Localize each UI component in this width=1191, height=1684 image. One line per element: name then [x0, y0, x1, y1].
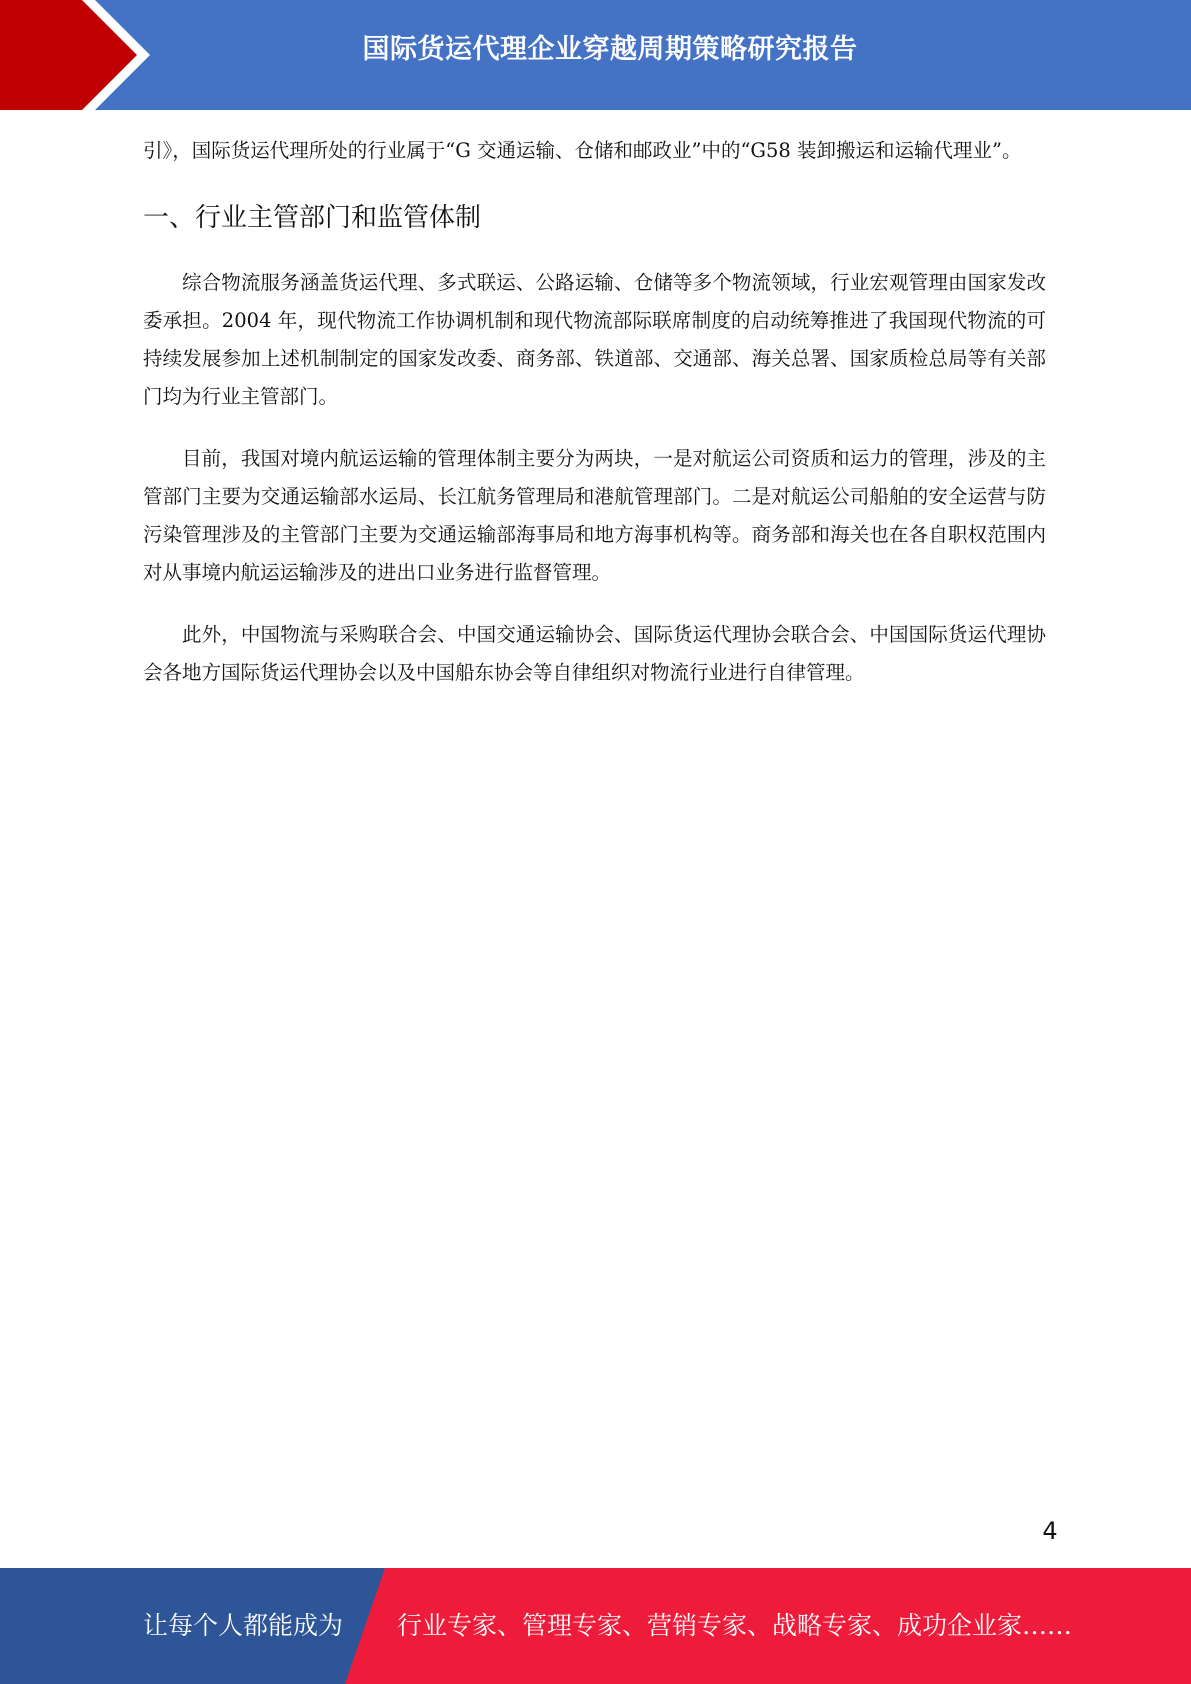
footer-slogan-left: 让每个人都能成为 — [143, 1611, 344, 1640]
report-title: 国际货运代理企业穿越周期策略研究报告 — [362, 34, 858, 65]
continued-paragraph: 引》，国际货运代理所处的行业属于“G 交通运输、仓储和邮政业”中的“G58 装卸搬运和运输代理业”。 — [143, 139, 1022, 162]
body-paragraph-1: 综合物流服务涵盖货运代理、多式联运、公路运输、仓储等多个物流领域，行业宏观管理由国家发改委承担。2004 年，现代物流工作协调机制和现代物流部际联席制度的启动统筹推进了我国现代物流的可持续发展参加上述机制制定的国家发改委、商务部、铁道部、交通部、海关总署、国家质检总局等有关部门均为行业主管部门。 — [143, 271, 1046, 408]
page-footer-band — [0, 1568, 1191, 1684]
page-header-band — [0, 0, 1191, 110]
page-number: 4 — [1042, 1517, 1058, 1545]
footer-slogan-right: 行业专家、管理专家、营销专家、战略专家、成功企业家…… — [397, 1611, 1073, 1640]
section-heading: 一、行业主管部门和监管体制 — [143, 203, 482, 233]
body-paragraph-3: 此外，中国物流与采购联合会、中国交通运输协会、国际货运代理协会联合会、中国国际货运代理协会各地方国际货运代理协会以及中国船东协会等自律组织对物流行业进行自律管理。 — [143, 623, 1046, 684]
page-body — [143, 132, 1046, 692]
body-paragraph-2: 目前，我国对境内航运运输的管理体制主要分为两块，一是对航运公司资质和运力的管理，涉及的主管部门主要为交通运输部水运局、长江航务管理局和港航管理部门。二是对航运公司船舶的安全运营与防污染管理涉及的主管部门主要为交通运输部海事局和地方海事机构等。商务部和海关也在各自职权范围内对从事境内航运运输涉及的进出口业务进行监督管理。 — [143, 447, 1046, 584]
